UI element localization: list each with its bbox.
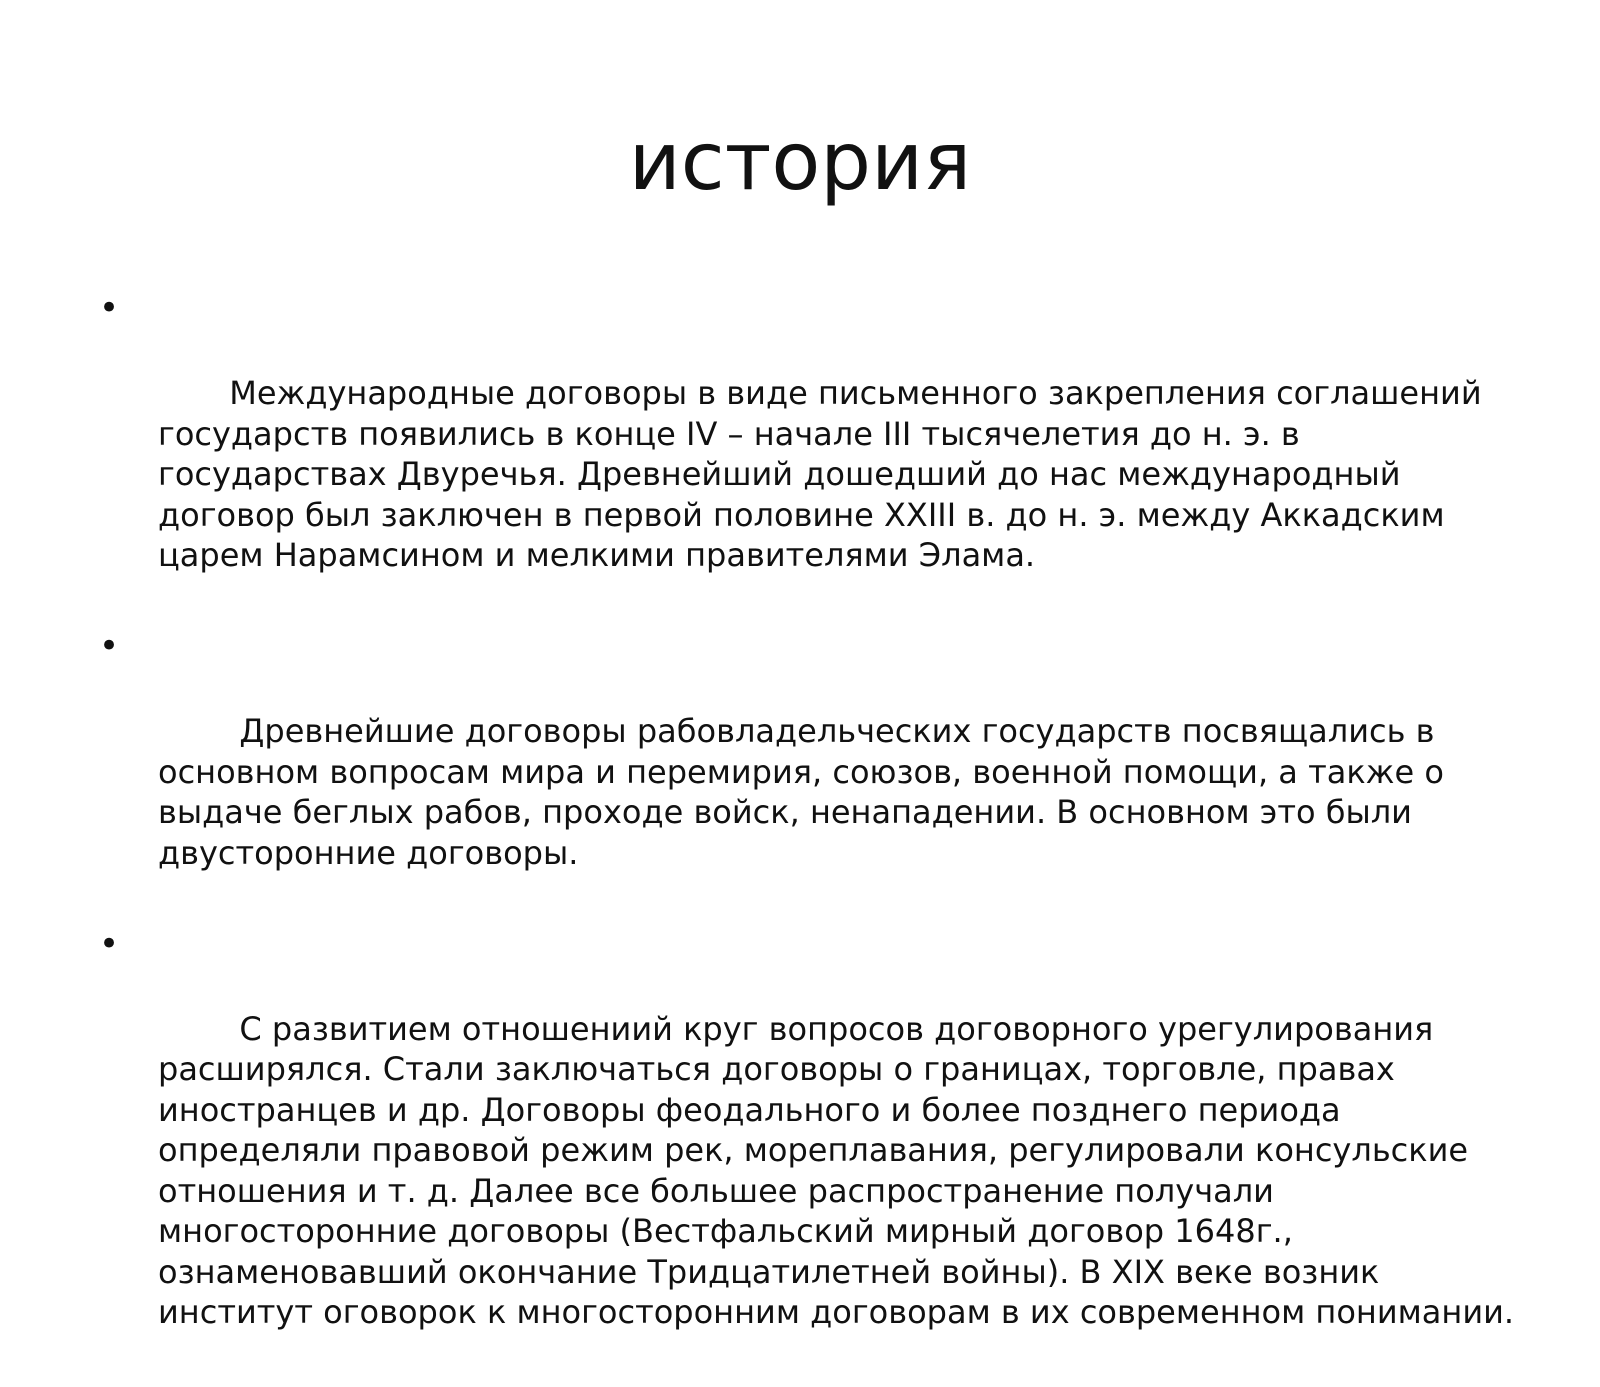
bullet-icon: •	[99, 626, 120, 666]
bullet-item-1	[90, 288, 1530, 616]
bullet-item-3	[90, 923, 1530, 1374]
slide-title: история	[628, 115, 972, 208]
bullet-text-1: Международные договоры в виде письменного закрепления соглашений государств появились в конце IV – начале III тысячелетия до н. э. в государствах Двуречья. Древнейший дошедший до нас международный договор был заключен в первой половине XXIII в. до н. э. между Аккадским царем Нарамсином и мелкими правителями Элама.	[158, 374, 1492, 574]
bullet-text-2: Древнейшие договоры рабовладельческих государств посвящались в основном вопросам мира и перемирия, союзов, военной помощи, а также о выдаче беглых рабов, проходе войск, ненападении. В основном это были двусторонние договоры.	[158, 712, 1455, 872]
bullet-icon: •	[99, 288, 120, 328]
bullet-text-3: С развитием отношениий круг вопросов договорного урегулирования расширялся. Стали заключаться договоры о границах, торговле, правах иностранцев и др. Договоры феодального и более позднего периода определяли правовой режим рек, мореплавания, регулировали консульские отношения и т. д. Далее все большее распространение получали многосторонние договоры (Вестфальский мирный договор 1648г., ознаменовавший окончание Тридцатилетней войны). В XIX веке возник институт оговорок к многосторонним договорам в их современном понимании.	[158, 1009, 1515, 1331]
bullet-icon: •	[99, 923, 120, 964]
bullet-list	[90, 288, 1530, 1387]
bullet-item-2	[90, 626, 1530, 914]
